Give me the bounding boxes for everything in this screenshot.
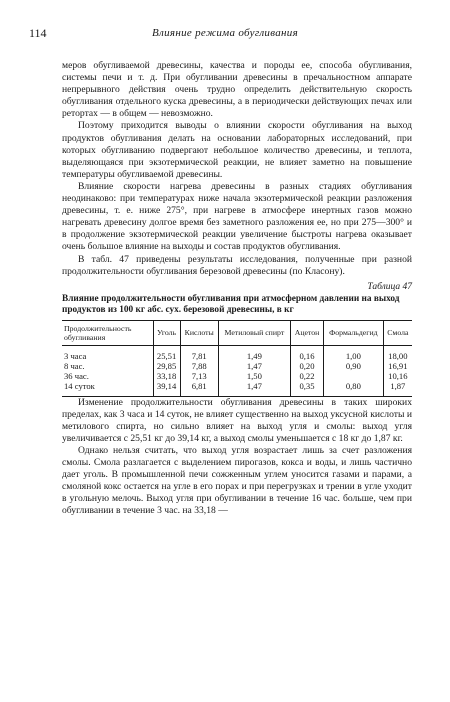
table-cell: 7,88 (180, 361, 218, 371)
running-head: Влияние режима обугливания (152, 27, 298, 39)
paragraph: меров обугливаемой древесины, качества и породы ее, способа обугливания, системы печи и т. д. При обугливании древесины в пречальностном аппарате непрерывного действия очень трудно определить действительную скорость обугливания отдельного куска древесины, а в периодически действующих печах или ретортах — в общем — невозможно. (62, 60, 412, 120)
table-header-row (62, 320, 412, 345)
page-body (62, 60, 412, 518)
table-caption: Влияние продолжительности обугливания при атмосферном давлении на выход продуктов из 100 кг абс. сух. березовой древесины, в кг (62, 293, 400, 315)
table-cell: 0,22 (290, 371, 323, 381)
table-row (62, 345, 412, 361)
table-cell (324, 371, 384, 381)
table-cell: 1,49 (218, 345, 290, 361)
col-header-acids: Кислоты (180, 320, 218, 345)
table-cell: 1,50 (218, 371, 290, 381)
table-cell: 25,51 (153, 345, 180, 361)
table-cell: 1,47 (218, 361, 290, 371)
table-number: Таблица 47 (367, 281, 412, 292)
paragraph: Изменение продолжительности обугливания древесины в таких широких пределах, как 3 часа и 14 суток, не влияет существенно на выход уксусной кислоты и метилового спирта, но сильно влияет на выход угля и смолы: выход угля увеличивается с 25,51 кг до 39,14 кг, а выход смолы уменьшается с 18 кг до 1,87 кг. (62, 396, 412, 444)
table-cell: 8 час. (64, 360, 85, 371)
col-header-methanol: Метиловый спирт (218, 320, 290, 345)
table-cell: 0,90 (324, 361, 384, 371)
col-header-acetone: Ацетон (290, 320, 323, 345)
page-number: 114 (29, 26, 47, 40)
table-cell: 0,16 (290, 345, 323, 361)
table-row (62, 361, 412, 371)
table-cell: 1,87 (383, 381, 412, 396)
table-cell: 10,16 (383, 371, 412, 381)
data-table (62, 320, 412, 397)
table-cell: 0,35 (290, 381, 323, 396)
table-cell: 7,81 (180, 345, 218, 361)
col-header-charcoal: Уголь (153, 320, 180, 345)
table-cell: 29,85 (153, 361, 180, 371)
table-cell: 14 суток (62, 381, 153, 396)
table-cell: 16,91 (383, 361, 412, 371)
table-row (62, 371, 412, 381)
paragraph: Однако нельзя считать, что выход угля возрастает лишь за счет разложения смолы. Смола разлагается с выделением пирогазов, кокса и воды, и лишь частично дает уголь. В промышленной печи сожженным углем уносится газами и парами, а смоляной кокс остается на угле в его порах и при перегрузках и трении в угле уходит в угольную мелочь. Выход угля при обугливании в течение 16 час. больше, чем при обугливании в течение 3 час. на 33,18 — (62, 444, 412, 517)
table-cell: 1,47 (218, 381, 290, 396)
table-cell: 6,81 (180, 381, 218, 396)
col-header-formaldehyde: Формальдегид (324, 320, 384, 345)
table-cell: 7,13 (180, 371, 218, 381)
table-cell: 33,18 (153, 371, 180, 381)
col-header-tar: Смола (383, 320, 412, 345)
table-cell: 36 час. (64, 371, 89, 382)
paragraph: Влияние скорости нагрева древесины в разных стадиях обугливания неодинаково: при температурах ниже начала экзотермической реакции разложения древесины, т. е. ниже 275°, при нагреве в атмосфере инертных газов можно нагревать древесину долгое время без заметного разложения ее, но при 275—300° и в продолжение экзотермической реакции увеличение быстроты нагрева оказывает очень большое влияние на выходы и состав продуктов обугливания. (62, 180, 412, 253)
paragraph: В табл. 47 приведены результаты исследования, полученные при разной продолжительности обугливания березовой древесины (по Класону). (62, 253, 412, 277)
table-cell: 0,80 (324, 381, 384, 396)
table-row (62, 381, 412, 396)
table-cell: 3 часа (64, 350, 87, 361)
table-cell: 1,00 (324, 345, 384, 361)
col-header-duration: Продолжительность обугливания (62, 320, 153, 345)
table-cell: 0,20 (290, 361, 323, 371)
paragraph: Поэтому приходится выводы о влиянии скорости обугливания на выход продуктов обугливания делать на основании лабораторных исследований, при которых обугливанию подвергают небольшое количество древесины, и теплота, выделяющаяся при экзотермической реакции, не влияет заметно на повышение температуры обугливаемой древесины. (62, 120, 412, 180)
table-cell: 39,14 (153, 381, 180, 396)
table-cell: 18,00 (383, 345, 412, 361)
